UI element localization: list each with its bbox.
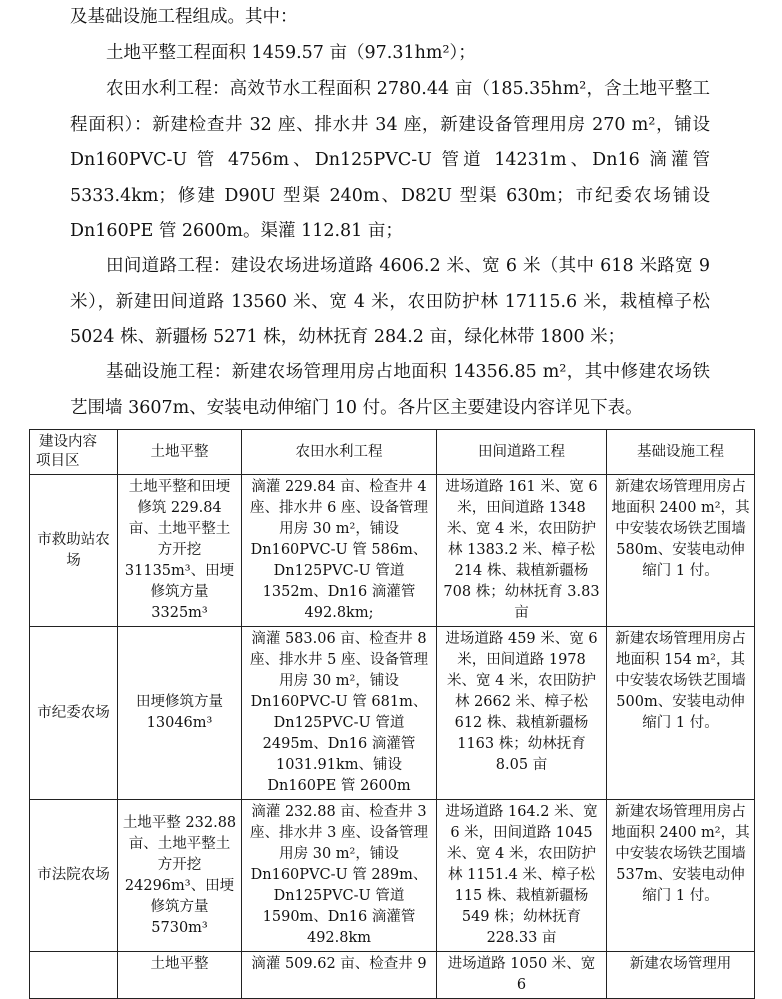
table-cell: 田埂修筑方量 13046m³ (118, 627, 242, 800)
table-cell: 土地平整和田埂修筑 229.84 亩、土地平整土方开挖 31135m³、田埂修筑方量 3325m³ (118, 475, 242, 627)
corner-bottom-label: 项目区 (36, 453, 80, 469)
table-row (30, 800, 755, 952)
table-row (30, 475, 755, 627)
corner-top-label: 建设内容 (39, 434, 97, 450)
row-area-name: 市救助站农场 (30, 475, 118, 627)
table-cell: 新建农场管理用房占地面积 2400 m²，其中安装农场铁艺围墙 537m、安装电动伸缩门 1 付。 (607, 800, 755, 952)
table-cell: 滴灌 509.62 亩、检查井 9 (242, 952, 437, 999)
table-row (30, 952, 755, 999)
table-cell: 新建农场管理用房占地面积 154 m²，其中安装农场铁艺围墙 500m、安装电动伸缩门 1 付。 (607, 627, 755, 800)
table-corner-cell (30, 430, 118, 475)
paragraph-land-leveling: 土地平整工程面积 1459.57 亩（97.31hm²）； (106, 43, 476, 63)
table-row (30, 627, 755, 800)
table-cell: 进场道路 1050 米、宽 6 (437, 952, 607, 999)
paragraph-roads: 田间道路工程：建设农场进场道路 4606.2 米、宽 6 米（其中 618 米路宽 9 米），新建田间道路 13560 米、宽 4 米，农田防护林 17115.6 米，栽植樟子松 5024 株、新疆杨 5271 株，幼林抚育 284.2 亩，绿化林带 1800 米； (70, 256, 710, 347)
construction-content-table (29, 429, 755, 999)
column-header-land: 土地平整 (118, 430, 242, 475)
table-cell: 进场道路 459 米、宽 6 米，田间道路 1978 米、宽 4 米，农田防护林 2662 米、樟子松 612 株、栽植新疆杨 1163 株；幼林抚育 8.05 亩 (437, 627, 607, 800)
paragraph-infrastructure: 基础设施工程：新建农场管理用房占地面积 14356.85 m²，其中修建农场铁艺围墙 3607m、安装电动伸缩门 10 付。各片区主要建设内容详见下表。 (70, 362, 710, 418)
table-cell: 土地平整 232.88 亩、土地平整土方开挖 24296m³、田埂修筑方量 5730m³ (118, 800, 242, 952)
table-cell: 进场道路 161 米、宽 6 米，田间道路 1348 米、宽 4 米，农田防护林 1383.2 米、樟子松 214 株、栽植新疆杨 708 株；幼林抚育 3.83 亩 (437, 475, 607, 627)
table-cell: 滴灌 229.84 亩、检查井 4 座、排水井 6 座、设备管理用房 30 m²，铺设 Dn160PVC-U 管 586m、Dn125PVC-U 管道 1352m、Dn16 滴灌管 492.8km; (242, 475, 437, 627)
column-header-roads: 田间道路工程 (437, 430, 607, 475)
table-header-row (30, 430, 755, 475)
paragraph-irrigation: 农田水利工程：高效节水工程面积 2780.44 亩（185.35hm²，含土地平整工程面积）：新建检查井 32 座、排水井 34 座，新建设备管理用房 270 m²，铺设 Dn160PVC-U 管 4756m、Dn125PVC-U 管道 14231m、Dn16 滴灌管 5333.4km；修建 D90U 型渠 240m、D82U 型渠 630m；市纪委农场铺设 Dn160PE 管 2600m。渠灌 112.81 亩； (70, 79, 710, 241)
row-area-name: 市法院农场 (30, 800, 118, 952)
column-header-infrastructure: 基础设施工程 (607, 430, 755, 475)
paragraph-intro: 及基础设施工程组成。其中： (70, 7, 298, 27)
table-cell: 滴灌 232.88 亩、检查井 3 座、排水井 3 座、设备管理用房 30 m²，铺设 Dn160PVC-U 管 289m、Dn125PVC-U 管道 1590m、Dn16 滴灌管 492.8km (242, 800, 437, 952)
table-cell: 滴灌 583.06 亩、检查井 8 座、排水井 5 座、设备管理用房 30 m²，铺设 Dn160PVC-U 管 681m、Dn125PVC-U 管道 2495m、Dn16 滴灌管 1031.91km、铺设 Dn160PE 管 2600m (242, 627, 437, 800)
row-area-name (30, 952, 118, 999)
table-cell: 进场道路 164.2 米、宽 6 米，田间道路 1045 米、宽 4 米，农田防护林 1151.4 米、樟子松 115 株、栽植新疆杨 549 株；幼林抚育 228.33 亩 (437, 800, 607, 952)
column-header-irrigation: 农田水利工程 (242, 430, 437, 475)
table-cell: 新建农场管理用 (607, 952, 755, 999)
table-cell: 土地平整 (118, 952, 242, 999)
row-area-name: 市纪委农场 (30, 627, 118, 800)
table-cell: 新建农场管理用房占地面积 2400 m²，其中安装农场铁艺围墙 580m、安装电动伸缩门 1 付。 (607, 475, 755, 627)
